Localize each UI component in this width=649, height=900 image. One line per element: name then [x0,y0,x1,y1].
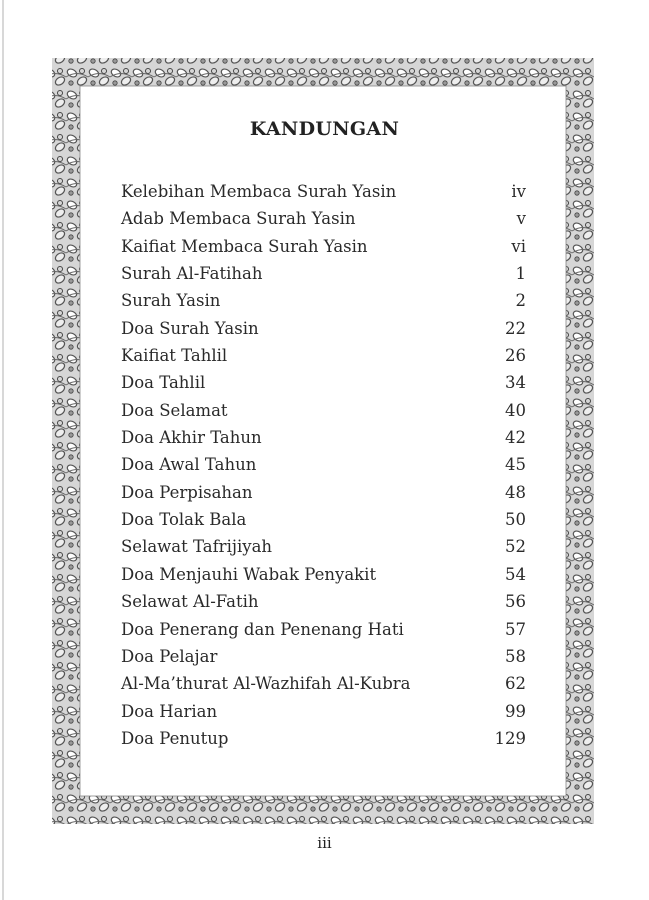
toc-entry [121,424,526,451]
toc-entry-page: 45 [505,455,526,475]
toc-entry-label: Kaifiat Tahlil [121,346,228,366]
toc-entry-page: 58 [505,646,526,666]
toc-entry [121,506,526,533]
toc-entry-page: 1 [515,264,526,284]
toc-entry-label: Al-Ma’thurat Al-Wazhifah Al-Kubra [121,674,411,694]
toc-entry-label: Doa Awal Tahun [121,455,257,475]
toc-entry-label: Doa Selamat [121,400,228,420]
toc-entry [121,698,526,725]
toc-entry-label: Doa Akhir Tahun [121,428,262,448]
toc-entry [121,643,526,670]
toc-entry [121,451,526,478]
toc-entry [121,397,526,424]
toc-entry-label: Doa Tolak Bala [121,510,247,530]
toc-entry-label: Kaifiat Membaca Surah Yasin [121,236,368,256]
toc-entry-label: Adab Membaca Surah Yasin [121,209,356,229]
toc-entry [121,342,526,369]
toc-entry [121,369,526,396]
toc-entry-page: vi [511,236,526,256]
toc-entry-page: 22 [505,318,526,338]
toc-entry-page: 40 [505,400,526,420]
toc-entry-page: 129 [494,728,526,748]
toc-entry-page: 62 [505,674,526,694]
toc-entry-label: Doa Perpisahan [121,482,253,502]
toc-entry [121,670,526,697]
toc-entry-page: 50 [505,510,526,530]
toc-entry-label: Doa Menjauhi Wabak Penyakit [121,564,377,584]
toc-entry [121,588,526,615]
toc-entry-page: 26 [505,346,526,366]
toc-entry-label: Doa Penerang dan Penenang Hati [121,619,404,639]
toc-entry-page: 34 [505,373,526,393]
table-of-contents [121,178,526,752]
toc-entry [121,287,526,314]
toc-entry-page: 57 [505,619,526,639]
toc-entry [121,233,526,260]
toc-entry [121,260,526,287]
toc-entry-page: 54 [505,564,526,584]
page-number: iii [317,834,332,852]
toc-entry-label: Doa Pelajar [121,646,218,666]
toc-entry-page: 99 [505,701,526,721]
toc-entry [121,205,526,232]
toc-entry-label: Doa Penutup [121,728,229,748]
page-title: KANDUNGAN [249,118,400,140]
toc-entry-label: Selawat Tafrijiyah [121,537,273,557]
toc-entry-label: Surah Al-Fatihah [121,264,263,284]
toc-entry [121,616,526,643]
toc-entry [121,725,526,752]
toc-entry-label: Doa Tahlil [121,373,206,393]
toc-entry-page: 42 [505,428,526,448]
toc-entry [121,178,526,205]
toc-entry-label: Selawat Al-Fatih [121,592,259,612]
toc-entry-label: Doa Surah Yasin [121,318,259,338]
toc-entry-page: v [516,209,526,229]
toc-entry [121,315,526,342]
toc-entry [121,561,526,588]
toc-entry-page: 52 [505,537,526,557]
toc-entry-page: 48 [505,482,526,502]
toc-entry [121,479,526,506]
toc-entry-page: iv [511,182,526,201]
toc-entry-label: Surah Yasin [121,291,221,311]
toc-entry-page: 2 [515,291,526,311]
toc-entry-label: Doa Harian [121,701,218,721]
toc-entry [121,533,526,560]
toc-entry-page: 56 [505,592,526,612]
toc-entry-label: Kelebihan Membaca Surah Yasin [121,182,397,201]
